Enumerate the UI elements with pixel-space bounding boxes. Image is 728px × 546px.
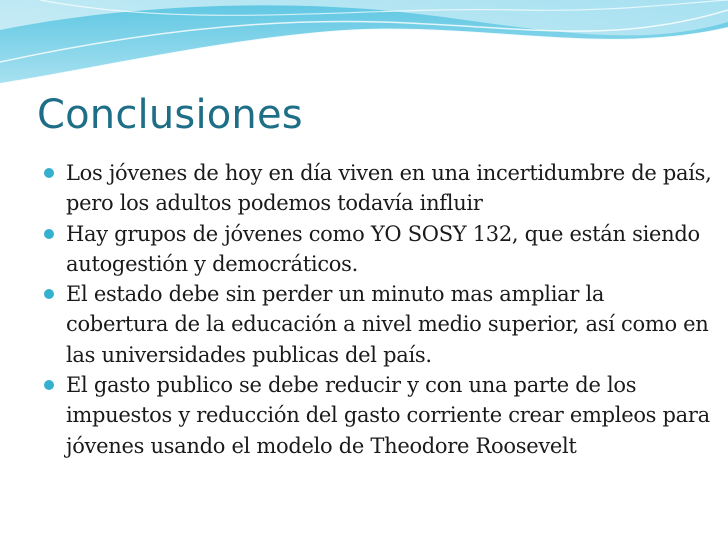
bullet-list bbox=[44, 158, 712, 461]
bullet-text: El estado debe sin perder un minuto mas ampliar la cobertura de la educación a nivel medio superior, así como en las universidades publicas del país. bbox=[66, 282, 709, 367]
bullet-dot-icon bbox=[44, 289, 54, 299]
bullet-item bbox=[44, 219, 712, 280]
bullet-item bbox=[44, 279, 712, 370]
bullet-dot-icon bbox=[44, 229, 54, 239]
bullet-text: El gasto publico se debe reducir y con una parte de los impuestos y reducción del gasto corriente crear empleos para jóvenes usando el modelo de Theodore Roosevelt bbox=[66, 373, 710, 458]
slide-title: Conclusiones bbox=[37, 92, 303, 138]
header-wave-decoration bbox=[0, 0, 728, 90]
bullet-dot-icon bbox=[44, 168, 54, 178]
bullet-text: Los jóvenes de hoy en día viven en una incertidumbre de país, pero los adultos podemos todavía influir bbox=[66, 161, 712, 216]
bullet-item bbox=[44, 158, 712, 219]
bullet-item bbox=[44, 370, 712, 461]
bullet-text: Hay grupos de jóvenes como YO SOSY 132, que están siendo autogestión y democráticos. bbox=[66, 221, 700, 276]
bullet-dot-icon bbox=[44, 380, 54, 390]
